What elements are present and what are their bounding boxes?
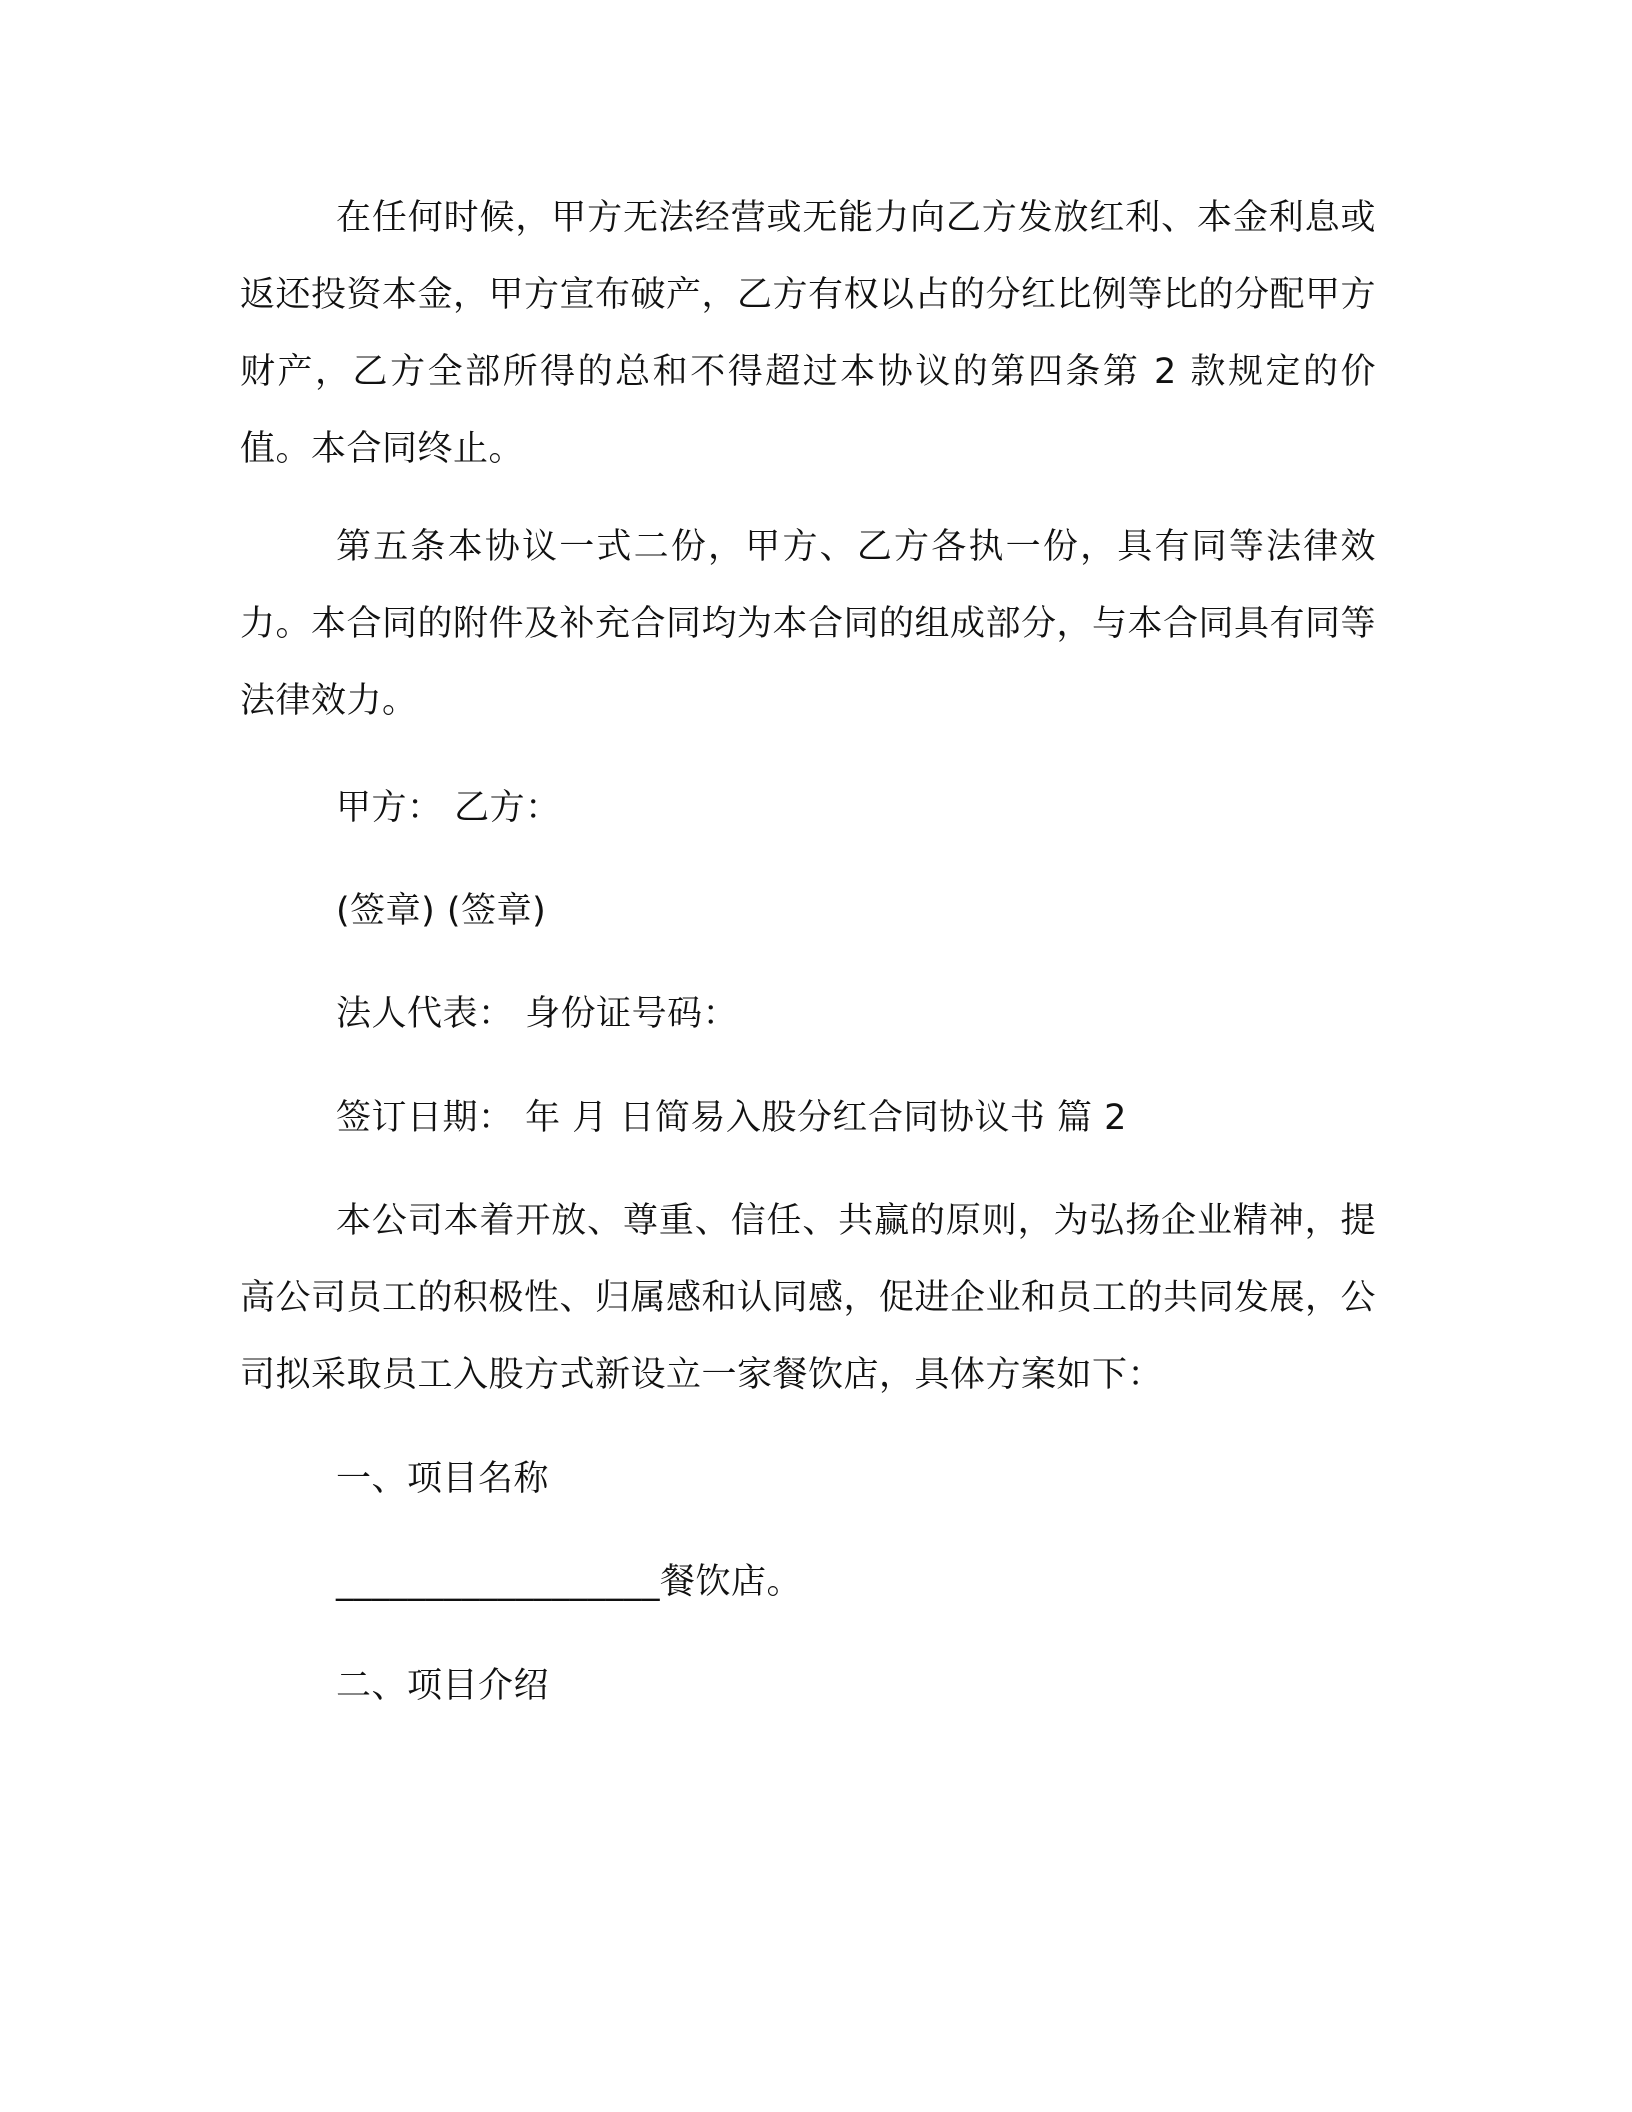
paragraph-bankruptcy-clause: 在任何时候，甲方无法经营或无能力向乙方发放红利、本金利息或返还投资本金，甲方宣布破产，乙方有权以占的分红比例等比的分配甲方财产，乙方全部所得的总和不得超过本协议的第四条第 2 款规定的价值。本合同终止。 <box>240 198 1377 469</box>
signing-date-line: 签订日期： 年 月 日简易入股分红合同协议书 篇 2 <box>336 1098 1127 1138</box>
paragraph-article-five: 第五条本协议一式二份，甲方、乙方各执一份，具有同等法律效力。本合同的附件及补充合同均为本合同的组成部分，与本合同具有同等法律效力。 <box>240 527 1377 721</box>
party-line: 甲方： 乙方： <box>336 788 561 828</box>
restaurant-name-blank-line: __________________餐饮店。 <box>336 1562 803 1602</box>
section-heading-project-intro: 二、项目介绍 <box>336 1666 550 1706</box>
legal-representative-line: 法人代表： 身份证号码： <box>336 994 739 1034</box>
seal-line: (签章) (签章) <box>336 891 547 931</box>
section-heading-project-name: 一、项目名称 <box>336 1459 550 1499</box>
paragraph-company-intro: 本公司本着开放、尊重、信任、共赢的原则，为弘扬企业精神，提高公司员工的积极性、归属感和认同感，促进企业和员工的共同发展，公司拟采取员工入股方式新设立一家餐饮店，具体方案如下： <box>240 1201 1377 1395</box>
